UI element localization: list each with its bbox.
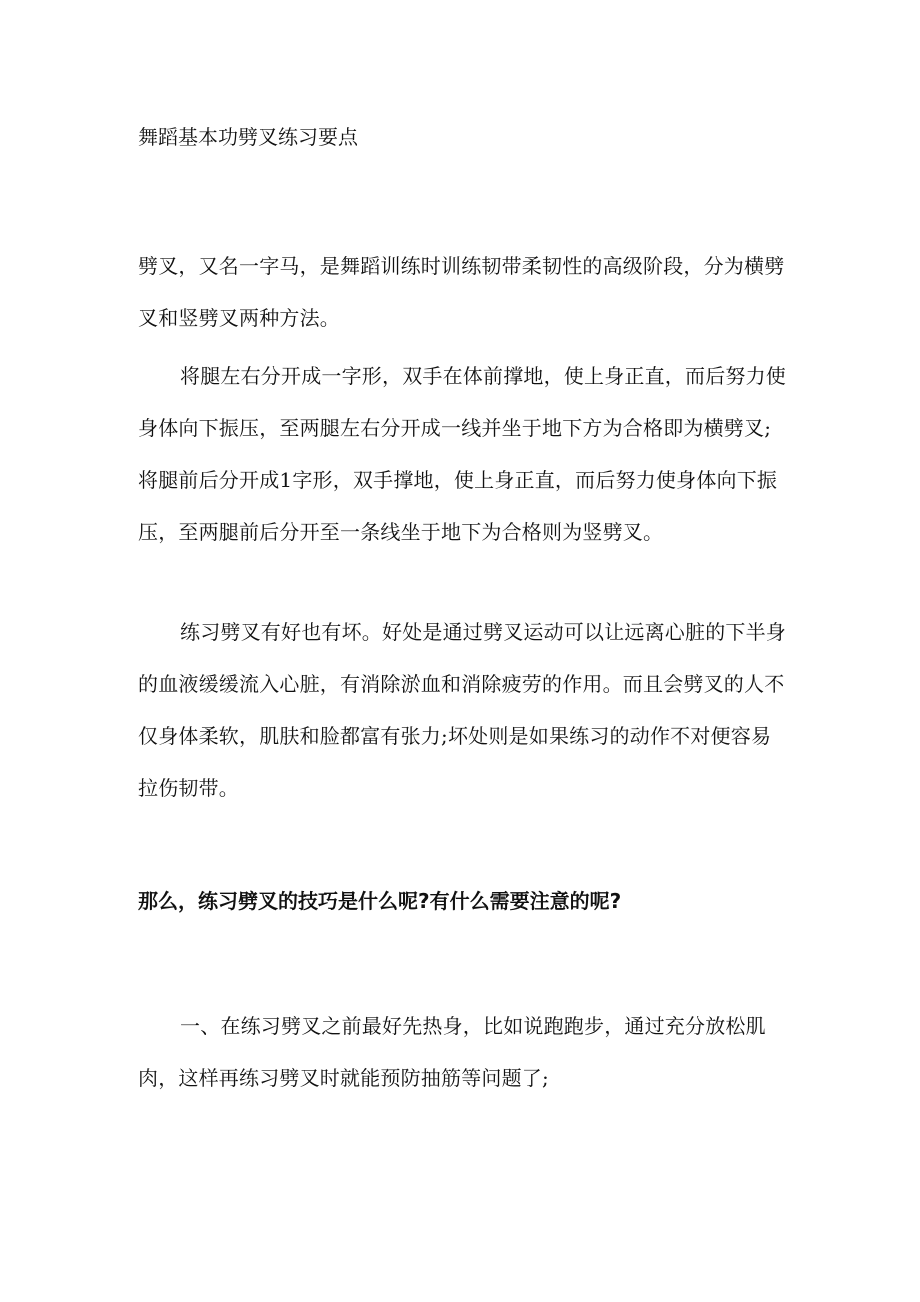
tip-item-1: 一、在练习劈叉之前最好先热身，比如说跑跑步，通过充分放松肌肉，这样再练习劈叉时就能预防抽筋等问题了; xyxy=(138,1014,766,1090)
paragraph-pros-cons: 练习劈叉有好也有坏。好处是通过劈叉运动可以让远离心脏的下半身的血液缓缓流入心脏，有消除淤血和消除疲劳的作用。而且会劈叉的人不仅身体柔软，肌肤和脸都富有张力;坏处则是如果练习的动作不对便容易拉伤韧带。 xyxy=(138,620,786,800)
document-title: 舞蹈基本功劈叉练习要点 xyxy=(138,125,358,149)
section-question: 那么，练习劈叉的技巧是什么呢?有什么需要注意的呢? xyxy=(138,889,622,913)
paragraph-method: 将腿左右分开成一字形，双手在体前撑地，使上身正直，而后努力使身体向下振压，至两腿左右分开成一线并坐于地下方为合格即为横劈叉;将腿前后分开成1字形，双手撑地，使上身正直，而后努力使身体向下振压，至两腿前后分开至一条线坐于地下为合格则为竖劈叉。 xyxy=(138,364,786,544)
paragraph-definition: 劈叉，又名一字马，是舞蹈训练时训练韧带柔韧性的高级阶段，分为横劈叉和竖劈叉两种方法。 xyxy=(138,254,785,330)
